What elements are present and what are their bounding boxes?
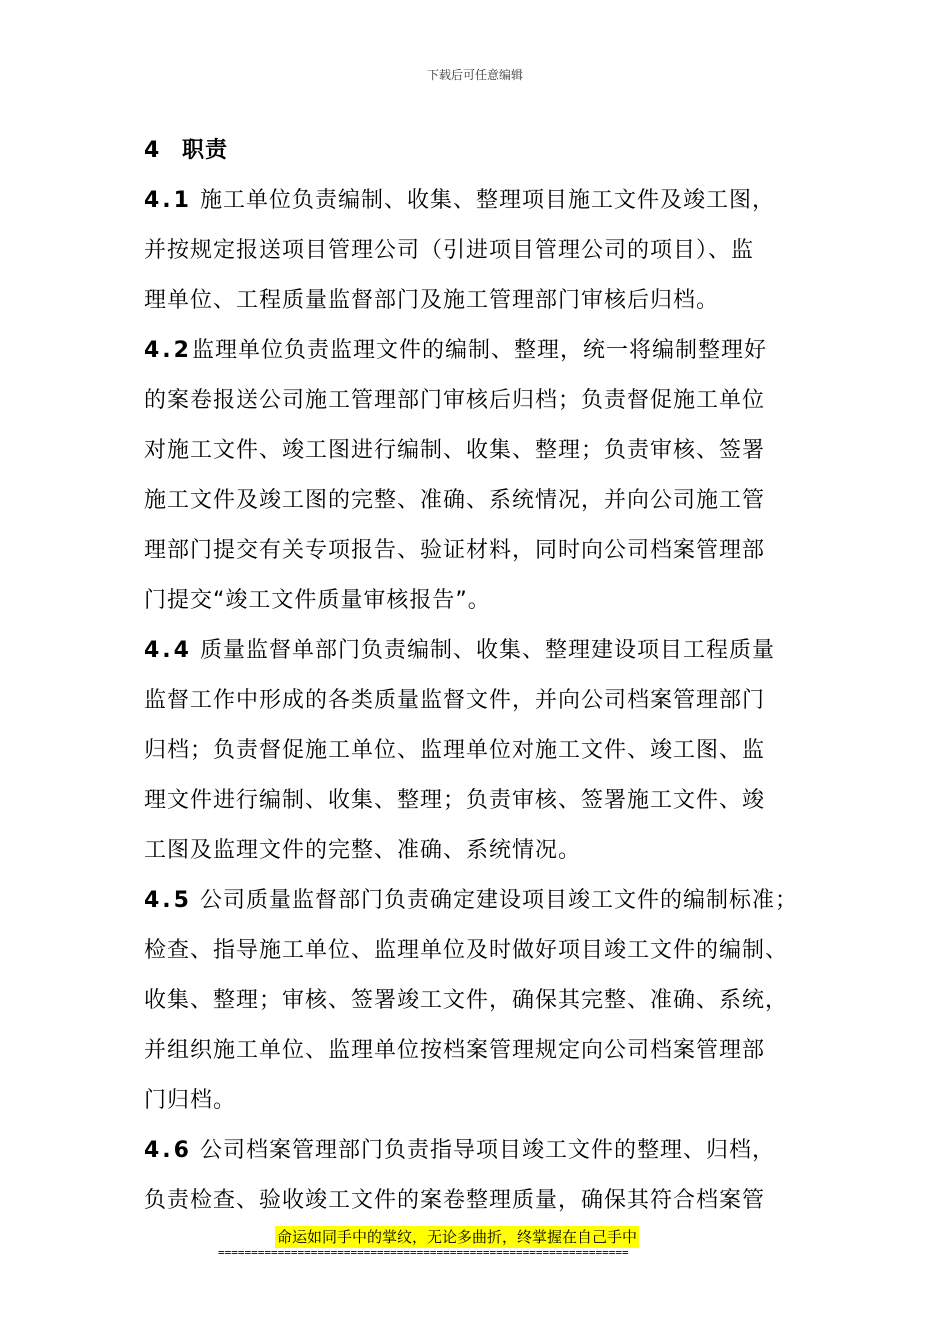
footer-divider: ============================================================== (218, 1246, 629, 1259)
clause-4-1 (144, 176, 824, 326)
footer-motto: 命运如同手中的掌纹，无论多曲折，终掌握在自己手中 (277, 1228, 638, 1246)
document-body (144, 126, 824, 1226)
clause-line: 门提交“竣工文件质量审核报告”。 (144, 588, 491, 613)
clause-line: 理单位、工程质量监督部门及施工管理部门审核后归档。 (144, 288, 720, 313)
clause-line: 质量监督单部门负责编制、收集、整理建设项目工程质量 (199, 638, 775, 663)
clause-line: 归档；负责督促施工单位、监理单位对施工文件、竣工图、监 (144, 738, 766, 763)
clause-4-4 (144, 626, 824, 876)
clause-line: 理部门提交有关专项报告、验证材料，同时向公司档案管理部 (144, 538, 766, 563)
clause-line: 施工文件及竣工图的完整、准确、系统情况，并向公司施工管 (144, 488, 766, 513)
clause-4-6 (144, 1126, 824, 1226)
clause-line: 负责检查、验收竣工文件的案卷整理质量，确保其符合档案管 (144, 1188, 766, 1213)
clause-number: 4.2 (144, 338, 192, 363)
clause-line: 公司质量监督部门负责确定建设项目竣工文件的编制标准； (199, 888, 798, 913)
clause-line: 施工单位负责编制、收集、整理项目施工文件及竣工图， (199, 188, 775, 213)
clause-line: 公司档案管理部门负责指导项目竣工文件的整理、归档， (199, 1138, 775, 1163)
header-note: 下载后可任意编辑 (426, 68, 523, 82)
clause-4-2 (144, 326, 824, 626)
section-heading (144, 126, 824, 176)
clause-line: 检查、指导施工单位、监理单位及时做好项目竣工文件的编制、 (144, 938, 789, 963)
clause-line: 对施工文件、竣工图进行编制、收集、整理；负责审核、签署 (144, 438, 766, 463)
section-number: 4 (144, 138, 161, 163)
clause-number: 4.6 (144, 1138, 192, 1163)
clause-number: 4.1 (144, 188, 192, 213)
clause-4-5 (144, 876, 824, 1126)
clause-line: 并按规定报送项目管理公司（引进项目管理公司的项目）、监 (144, 238, 755, 263)
clause-line: 理文件进行编制、收集、整理；负责审核、签署施工文件、竣 (144, 788, 766, 813)
clause-line: 监理单位负责监理文件的编制、整理，统一将编制整理好 (191, 338, 767, 363)
section-title: 职责 (182, 138, 229, 163)
clause-number: 4.5 (144, 888, 192, 913)
clause-line: 监督工作中形成的各类质量监督文件，并向公司档案管理部门 (144, 688, 766, 713)
clause-line: 收集、整理；审核、签署竣工文件，确保其完整、准确、系统， (144, 988, 789, 1013)
clause-line: 的案卷报送公司施工管理部门审核后归档；负责督促施工单位 (144, 388, 766, 413)
clause-line: 门归档。 (144, 1088, 237, 1113)
clause-line: 并组织施工单位、监理单位按档案管理规定向公司档案管理部 (144, 1038, 766, 1063)
clause-line: 工图及监理文件的完整、准确、系统情况。 (144, 838, 582, 863)
clause-number: 4.4 (144, 638, 192, 663)
